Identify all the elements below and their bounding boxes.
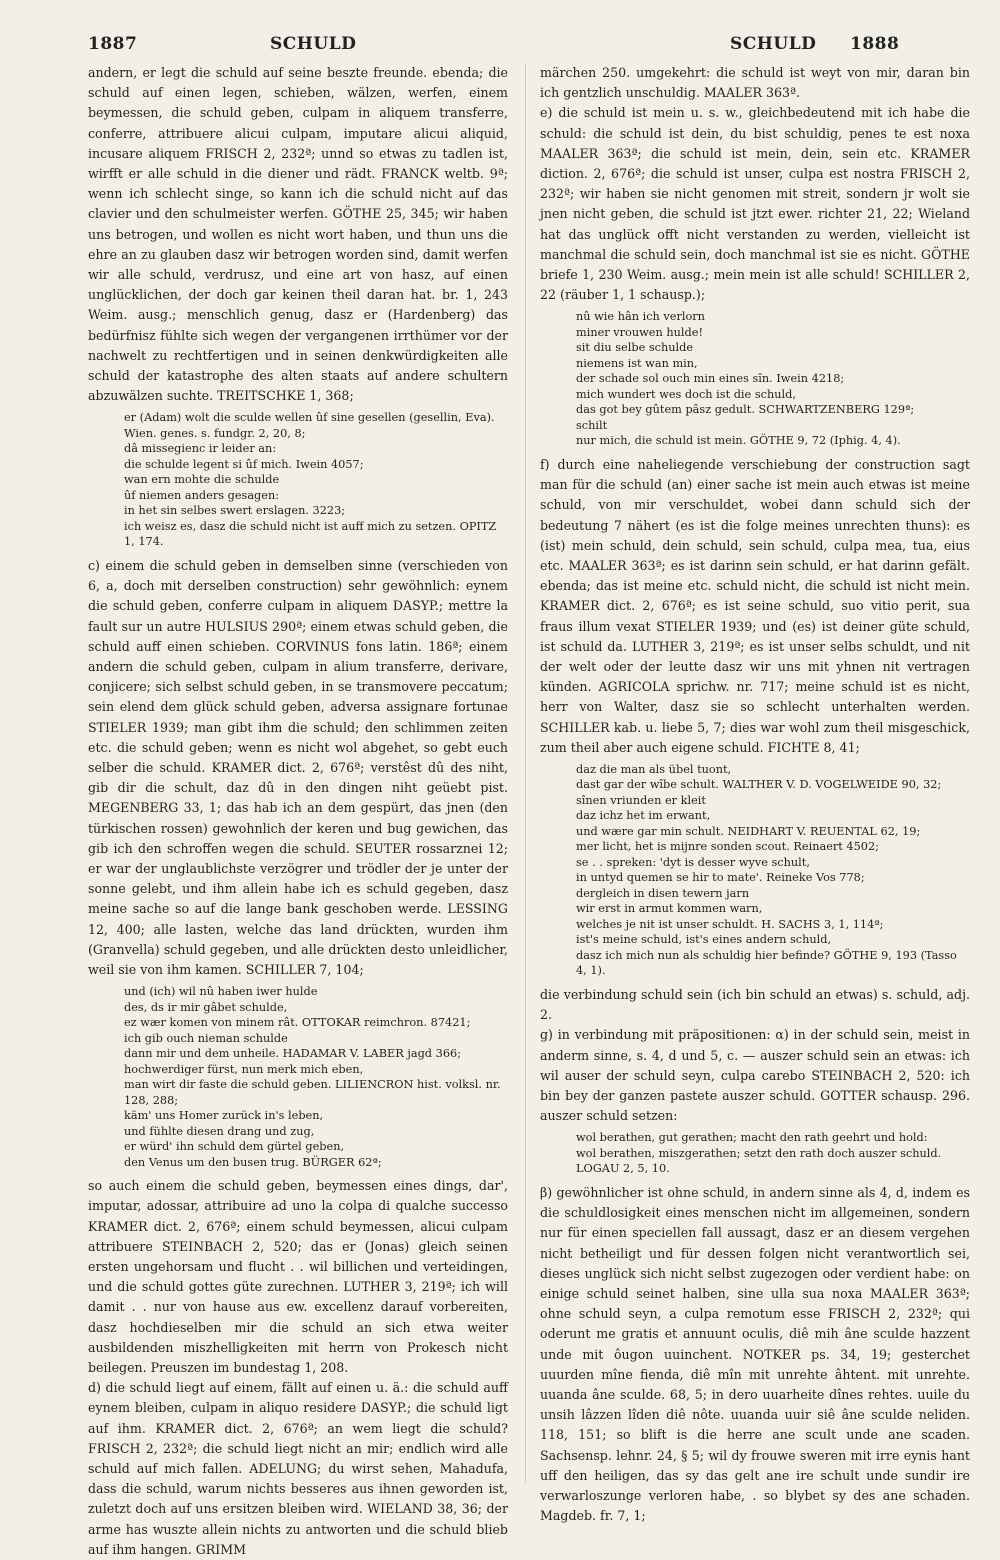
entry-paragraph: c) einem die schuld geben in demselben sinne (verschieden von 6, a, doch mit derselben construction) sehr gewöhnlich: eynem die schuld geben, conferre culpam in aliquem DASYP.; mettre la fault sur un autre HULSIUS 290ª; einem etwas schuld geben, die schuld auff einen schieben. CORVINUS fons latin. 186ª; einem andern die schuld geben, culpam in alium transferre, derivare, conjicere; sich selbst schuld geben, in se transmovere peccatum; sein elend dem glück schuld geben, adversa assignare fortunae STIELER 1939; man gibt ihm die schuld; den schlimmen zeiten etc. die schuld geben; wenn es nicht wol abgehet, so gebt euch selber die schuld. KRAMER dict. 2, 676ª; verstêst dû des niht, gib dir die schult, daz dû in den dingen niht geüebt pist. MEGENBERG 33, 1; das hab ich an dem gespürt, das jnen (den türkischen rossen) gewohnlich der keren und bug gewichen, das gib ich den schroffen wegen die schuld. SEUTER rossarznei 12; er war der unglaublichste verzögrer und trödler der je unter der sonne gelebt, und ihm allein habe ich es schuld gegeben, dasz meine sache so auf die lange bank geschoben werde. LESSING 12, 400; alle lasten, welche das land drückten, wurden ihm (Granvella) schuld gegeben, und alle drückten desto unleidlicher, weil sie von ihm kamen. SCHILLER 7, 104; [88, 557, 508, 978]
entry-paragraph: andern, er legt die schuld auf seine beszte freunde. ebenda; die schuld auf einen legen, schieben, wälzen, werfen, einem beymessen, die schuld geben, culpam in aliquem transferre, conferre, attribuere alicui culpam, imputare alicui aliquid, incusare aliquem FRISCH 2, 232ª; unnd so etwas zu tadlen ist, wirfft er alle schuld in die diener und rädt. FRANCK weltb. 9ª; wenn ich schlecht singe, so kann ich die schuld nicht auf das clavier und den schulmeister werfen. GÖTHE 25, 345; wir haben uns betrogen, und wollen es nicht wort haben, und thun uns die ehre an zu glauben dasz wir betrogen worden sind, damit werfen wir alle schuld, verdrusz, und eine art von hasz, auf einen unglücklichen, der doch gar keinen theil daran hat. br. 1, 243 Weim. ausg.; menschlich genug, dasz er (Hardenberg) das bedürfnisz fühlte sich wegen der vergangenen irrthümer vor der nachwelt zu rechtfertigen und in seinen denkwürdigkeiten alle schuld der katastrophe des alten staats auf andere schultern abzuwälzen suchte. TREITSCHKE 1, 368; [88, 65, 508, 404]
entry-paragraph: d) die schuld liegt auf einem, fällt auf einen u. ä.: die schuld auff eynem bleiben, culpam in aliquo residere DASYP.; die schuld ligt auf ihm. KRAMER dict. 2, 676ª; an wem liegt die schuld? FRISCH 2, 232ª; die schuld liegt nicht an mir; endlich wird alle schuld auf mich fallen. ADELUNG; du wirst sehen, Mahadufa, dass die schuld, warum nichts besseres aus ihnen geworden ist, zuletzt doch auf uns ersitzen bleiben wird. WIELAND 38, 36; der arme has wuszte allein nichts zu antworten und die schuld blieb auf ihm hangen. GRIMM [88, 1380, 508, 1557]
verse-quotation: wol berathen, gut gerathen; macht den rath geehrt und hold: wol berathen, miszgerathen; setzt den rath doch auszer schuld. LOGAU 2, 5, 10. [576, 1131, 942, 1176]
entry-paragraph: g) in verbindung mit präpositionen: α) in der schuld sein, meist in anderm sinne, s. 4, d und 5, c. — auszer schuld sein an etwas: ich wil auser der schuld seyn, culpa carebo STEINBACH 2, 520: ich bin bey der ganzen pastete auszer schuld. GOTTER schausp. 296. auszer schuld setzen: [540, 1027, 970, 1124]
entry-paragraph: e) die schuld ist mein u. s. w., gleichbedeutend mit ich habe die schuld: die schuld ist dein, du bist schuldig, penes te est noxa MAALER 363ª; die schuld ist mein, dein, sein etc. KRAMER diction. 2, 676ª; die schuld ist unser, culpa est nostra FRISCH 2, 232ª; wir haben sie nicht genomen mit streit, sondern jr wolt sie jnen nicht geben, die schuld ist jtzt ewer. richter 21, 22; Wieland hat das unglück offt nicht verstanden zu werden, vielleicht ist manchmal die schuld sein, doch manchmal ist sie es nicht. GÖTHE briefe 1, 230 Weim. ausg.; mein mein ist alle schuld! SCHILLER 2, 22 (räuber 1, 1 schausp.); [540, 105, 970, 303]
verse-quotation: nû wie hân ich verlorn miner vrouwen hulde! sit diu selbe schulde niemens ist wan min, der schade sol ouch min eines sîn. Iwein 4218; mich wundert wes doch ist die schuld, das got bey gûtem pâsz gedult. SCHWARTZENBERG 129ª; schilt nur mich, die schuld ist mein. GÖTHE 9, 72 (Iphig. 4, 4). [576, 310, 915, 448]
entry-paragraph: β) gewöhnlicher ist ohne schuld, in andern sinne als 4, d, indem es die schuldlosigkeit eines menschen nicht im allgemeinen, sondern nur für einen speciellen fall aussagt, dasz er an diesem vergehen nicht betheiligt und für dessen folgen nicht verantwortlich sei, dieses unglück sich nicht selbst zugezogen oder verdient habe: on einige schuld seinet halben, sine ulla sua noxa MAALER 363ª; ohne schuld seyn, a culpa remotum esse FRISCH 2, 232ª; qui oderunt me gratis et annuunt oculis, diê mih âne sculde hazzent unde mit ôugon uuinchent. NOTKER ps. 34, 19; gesterchet uuurden mîne fienda, diê mîn mit unrehte âhtent. mit unrehte. uuanda âne sculde. 68, 5; in dero uuarheite dînes rehtes. uuile du unsih lâzzen lîden diê nôte. uuanda uuir siê âne sculde neliden. 118, 151; so blift is die herre ane scult unde ane scaden. Sachsensp. lehnr. 24, § 5; wil dy frouwe sweren mit irre eynis hant uff den heiligen, das sy das gelt ane ire schult unde sundir ire verwarloszunge verloren habe, . so blybet sy des ane schaden. Magdeb. fr. 7, 1; [540, 1184, 970, 1524]
running-header [0, 30, 1000, 64]
verse-quotation: und (ich) wil nû haben iwer hulde des, ds ir mir gâbet schulde, ez wær komen von minem rât. OTTOKAR reimchron. 87421; ich gib ouch nieman schulde dann mir und dem unheile. HADAMAR V. LABER jagd 366; hochwerdiger fürst, nun merk mich eben, man wirt dir faste die schuld geben. LILIENCRON hist. volksl. nr. 128, 288; käm' uns Homer zurück in's leben, und fühlte diesen drang und zug, er würd' ihn schuld dem gürtel geben, den Venus um den busen trug. BÜRGER 62ª; [124, 985, 501, 1169]
entry-paragraph: so auch einem die schuld geben, beymessen eines dings, dar', imputar, adossar, attribuire ad uno la colpa di qualche successo KRAMER dict. 2, 676ª; einem schuld beymessen, alicui culpam attribuere STEINBACH 2, 520; das er (Jonas) gleich seinen ersten ungehorsam und flucht . . wil billichen und verteidingen, und die schuld gottes güte zurechnen. LUTHER 3, 219ª; ich will damit . . nur von hause aus ew. excellenz darauf vorbereiten, dasz hochdieselben mir die schuld an sich etwa weiter ausbildenden miszhelligkeiten mit herrn von Prokesch nicht beilegen. Preuszen im bundestag 1, 208. [88, 1178, 508, 1376]
entry-paragraph: die verbindung schuld sein (ich bin schuld an etwas) s. schuld, adj. 2. [540, 986, 970, 1023]
page-number-right: 1888 [850, 34, 900, 54]
running-title-right: SCHULD [730, 34, 817, 54]
left-column [88, 63, 508, 1557]
right-column [540, 63, 970, 1524]
verse-quotation: daz die man als übel tuont, dast gar der wîbe schult. WALTHER V. D. VOGELWEIDE 90, 32; sînen vriunden er kleit daz ichz het im erwant, und wære gar min schult. NEIDHART V. REUENTAL 62, 19; mer licht, het is mijnre sonden scout. Reinaert 4502; se . . spreken: 'dyt is desser wyve schult, in untyd quemen se hir to mate'. Reineke Vos 778; dergleich in disen tewern jarn wir erst in armut kommen warn, welches je nit ist unser schuldt. H. SACHS 3, 1, 114ª; ist's meine schuld, ist's eines andern schuld, dasz ich mich nun als schuldig hier befinde? GÖTHE 9, 193 (Tasso 4, 1). [576, 762, 957, 978]
running-title-left: SCHULD [270, 34, 357, 54]
page-number-left: 1887 [88, 34, 138, 54]
entry-paragraph: f) durch eine naheliegende verschiebung der construction sagt man für die schuld (an) einer sache ist mein auch etwas ist meine schuld, von mir verschuldet, wobei dann schuld sich der bedeutung 7 nähert (es ist die folge meines unrechten thuns): es (ist) mein schuld, dein schuld, sein schuld, culpa mea, tua, eius etc. MAALER 363ª; es ist darinn sein schuld, er hat darinn gefält. ebenda; das ist meine etc. schuld nicht, die schuld ist nicht mein. KRAMER dict. 2, 676ª; es ist seine schuld, suo vitio perit, sua fraus illum vexat STIELER 1939; und (es) ist deiner güte schuld, ist schuld da. LUTHER 3, 219ª; es ist unser selbs schuldt, und nit der welt oder der leutte dasz wir uns mit yhnen nit vertragen künden. AGRICOLA sprichw. nr. 717; meine schuld ist es nicht, herr von Walter, dasz sie so schlecht unterhalten werden. SCHILLER kab. u. liebe 5, 7; dies war wohl zum theil misgeschick, zum theil aber auch eigene schuld. FICHTE 8, 41; [540, 456, 970, 755]
column-divider [525, 63, 526, 1483]
verse-quotation: er (Adam) wolt die sculde wellen ûf sine gesellen (gesellin, Eva). Wien. genes. s. fundgr. 2, 20, 8; dâ missegienc ir leider an: die schulde legent si ûf mich. Iwein 4057; wan ern mohte die schulde ûf niemen anders gesagen: in het sin selbes swert erslagen. 3223; ich weisz es, dasz die schuld nicht ist auff mich zu setzen. OPITZ 1, 174. [124, 411, 497, 549]
entry-paragraph: märchen 250. umgekehrt: die schuld ist weyt von mir, daran bin ich gentzlich unschuldig. MAALER 363ª. [540, 65, 970, 101]
